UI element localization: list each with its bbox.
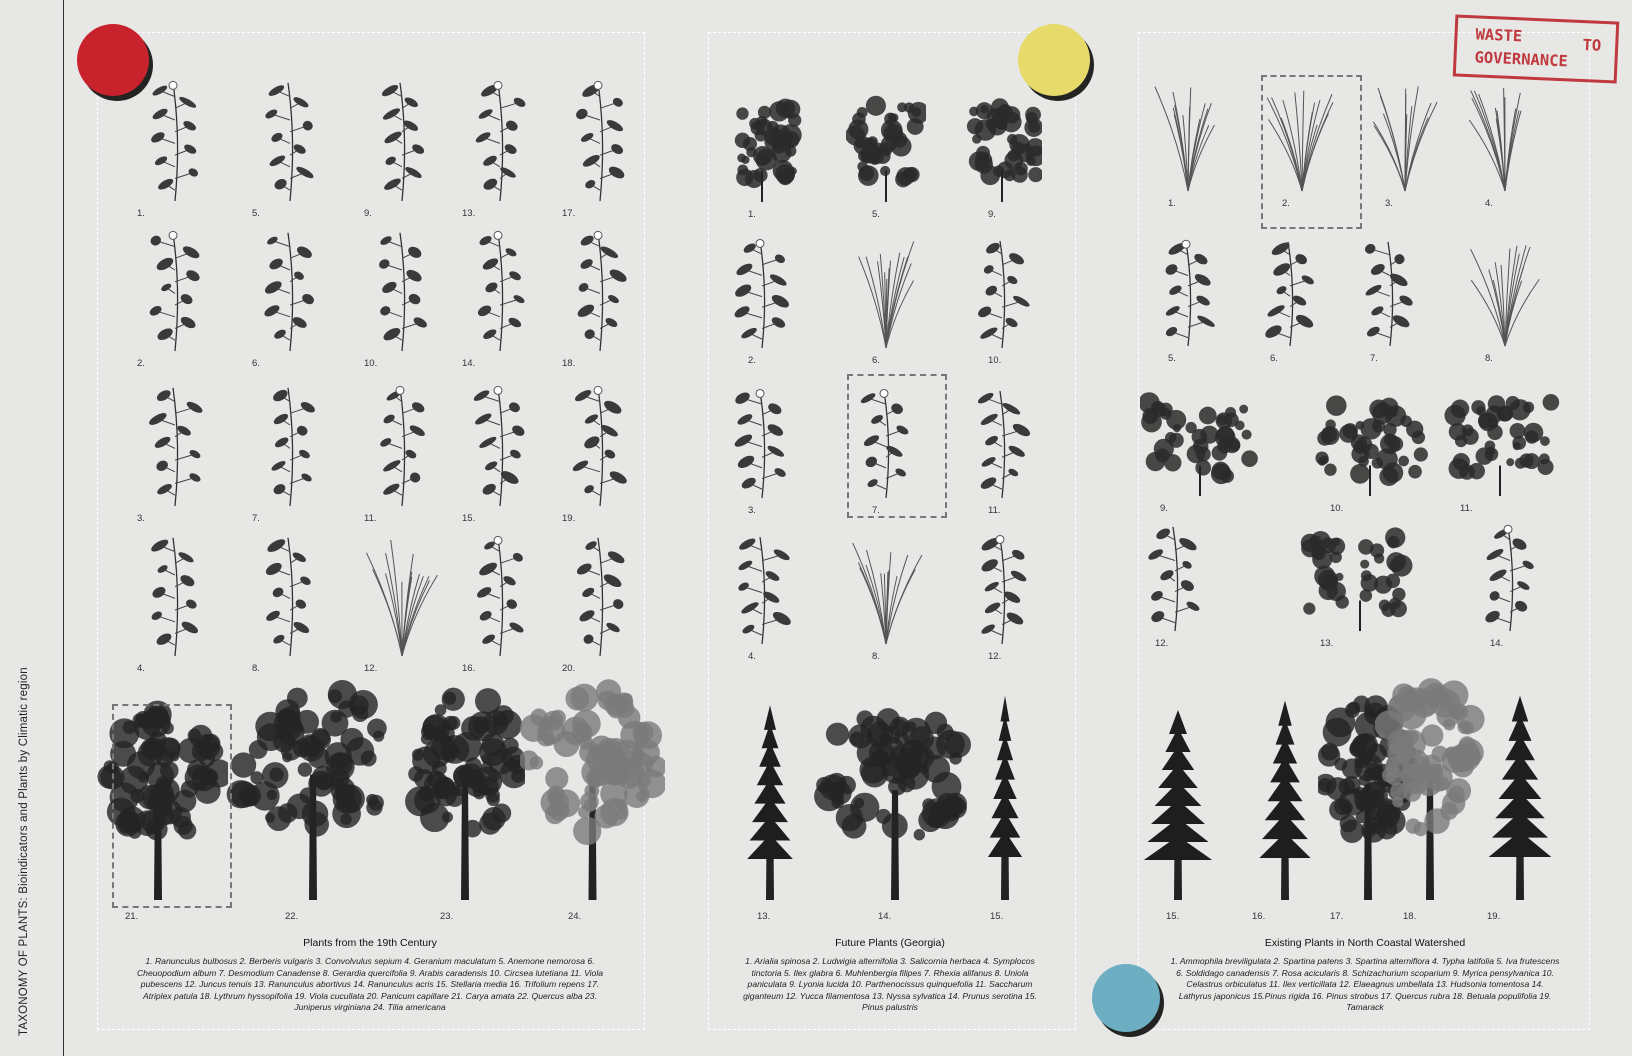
- plant-specimen-number: 13.: [462, 208, 476, 219]
- plant-specimen-illustration: [962, 88, 1042, 206]
- plant-specimen-illustration: [460, 530, 540, 660]
- tree-specimen-illustration: [218, 672, 408, 900]
- plant-specimen: [362, 75, 442, 205]
- plant-specimen: [250, 75, 330, 205]
- vertical-rule: [63, 0, 64, 1056]
- plant-specimen-number: 4.: [137, 663, 145, 674]
- tree-specimen-illustration: [1118, 700, 1238, 900]
- tree-specimen-illustration: [1465, 685, 1575, 900]
- tree-specimen-number: 19.: [1487, 911, 1501, 922]
- tree-specimen: [405, 680, 525, 900]
- plant-specimen-number: 6.: [1270, 353, 1278, 364]
- plant-specimen-number: 3.: [748, 505, 756, 516]
- plant-specimen-illustration: [135, 225, 215, 355]
- tree-specimen-number: 14.: [878, 911, 892, 922]
- plant-specimen-illustration: [1140, 385, 1260, 500]
- plant-specimen-number: 10.: [364, 358, 378, 369]
- plant-specimen-illustration: [362, 225, 442, 355]
- stamp-word-to: TO: [1582, 36, 1602, 55]
- plant-specimen-number: 2.: [748, 355, 756, 366]
- plant-specimen-illustration: [560, 225, 640, 355]
- plant-specimen: [460, 380, 540, 510]
- plant-specimen: [962, 384, 1042, 502]
- stamp-word-waste: WASTE: [1475, 25, 1523, 46]
- plant-specimen-illustration: [1300, 520, 1420, 635]
- plant-specimen-number: 9.: [1160, 503, 1168, 514]
- plant-specimen-number: 9.: [988, 209, 996, 220]
- tree-specimen-illustration: [405, 680, 525, 900]
- tree-specimen-number: 22.: [285, 911, 299, 922]
- selection-box-tree-21: [112, 704, 232, 908]
- plant-specimen-number: 12.: [988, 651, 1002, 662]
- plant-specimen: [1135, 520, 1215, 635]
- plant-specimen: [250, 225, 330, 355]
- plant-specimen-illustration: [460, 225, 540, 355]
- tree-specimen-illustration: [730, 695, 810, 900]
- plant-specimen-number: 6.: [252, 358, 260, 369]
- plant-specimen: [722, 384, 802, 502]
- side-title: TAXONOMY OF PLANTS: Bioindicators and Plants by Climatic region: [18, 667, 30, 1036]
- plant-specimen-number: 5.: [252, 208, 260, 219]
- tree-specimen-number: 16.: [1252, 911, 1266, 922]
- plant-specimen-number: 7.: [252, 513, 260, 524]
- tree-specimen: [218, 672, 408, 900]
- plant-specimen-illustration: [722, 234, 802, 352]
- plant-specimen: [362, 225, 442, 355]
- panel-2-caption: 1. Arialia spinosa 2. Ludwigia alternifolia 3. Salicornia herbaca 4. Symplocos tinctoria 5. Ilex glabra 6. Muhlenbergia filipes 7. Rhexia alifanus 8. Uniola paniculata 9. Lyonia lucida 10. Parthenocissus quinquefolia 11. Saccharum giganteum 12. Yucca filamentosa 13. Nyssa sylvatica 14. Prunus serotina 15. Pinus palustris: [743, 956, 1037, 1012]
- tree-specimen-number: 17.: [1330, 911, 1344, 922]
- plant-specimen-number: 7.: [1370, 353, 1378, 364]
- plant-specimen: [962, 234, 1042, 352]
- plant-specimen: [846, 234, 926, 352]
- plant-specimen-illustration: [1465, 80, 1545, 195]
- plant-specimen: [722, 234, 802, 352]
- plant-specimen-illustration: [962, 384, 1042, 502]
- tree-specimen-number: 15.: [1166, 911, 1180, 922]
- plant-specimen-number: 2.: [137, 358, 145, 369]
- tree-specimen: [730, 695, 810, 900]
- plant-specimen-illustration: [1440, 385, 1560, 500]
- tree-specimen-number: 15.: [990, 911, 1004, 922]
- plant-specimen-illustration: [962, 530, 1042, 648]
- plant-specimen: [846, 88, 926, 206]
- tree-specimen-number: 23.: [440, 911, 454, 922]
- plant-specimen: [250, 380, 330, 510]
- plant-specimen-illustration: [250, 380, 330, 510]
- plant-specimen-illustration: [460, 380, 540, 510]
- plant-specimen-number: 12.: [364, 663, 378, 674]
- plant-specimen-illustration: [135, 530, 215, 660]
- plant-specimen-illustration: [560, 380, 640, 510]
- panel-1-title: Plants from the 19th Century: [303, 937, 437, 949]
- plant-specimen-illustration: [250, 75, 330, 205]
- plant-specimen: [135, 75, 215, 205]
- plant-specimen-illustration: [1250, 235, 1330, 350]
- plant-specimen-number: 4.: [1485, 198, 1493, 209]
- plant-specimen-illustration: [1135, 520, 1215, 635]
- plant-specimen: [1310, 385, 1430, 500]
- yellow-dot: [1018, 24, 1090, 96]
- plant-specimen-number: 20.: [562, 663, 576, 674]
- plant-specimen-number: 11.: [1460, 503, 1473, 514]
- tree-specimen-number: 18.: [1403, 911, 1417, 922]
- plant-specimen: [962, 530, 1042, 648]
- plant-specimen-illustration: [722, 88, 802, 206]
- tree-specimen: [1465, 685, 1575, 900]
- plant-specimen-illustration: [560, 75, 640, 205]
- plant-specimen: [560, 225, 640, 355]
- stamp-word-governance: GOVERNANCE: [1474, 48, 1569, 71]
- plant-specimen: [250, 530, 330, 660]
- plant-specimen-number: 2.: [1282, 198, 1290, 209]
- plant-specimen: [560, 75, 640, 205]
- plant-specimen-number: 13.: [1320, 638, 1334, 649]
- plant-specimen-illustration: [962, 234, 1042, 352]
- plant-specimen-number: 5.: [872, 209, 880, 220]
- plant-specimen-number: 4.: [748, 651, 756, 662]
- panel-2-title: Future Plants (Georgia): [835, 937, 945, 949]
- plant-specimen-illustration: [362, 530, 442, 660]
- plant-specimen: [846, 530, 926, 648]
- tree-specimen: [1240, 690, 1330, 900]
- plant-specimen-number: 19.: [562, 513, 576, 524]
- plant-specimen: [1250, 235, 1330, 350]
- plant-specimen: [1300, 520, 1420, 635]
- plant-specimen-number: 1.: [748, 209, 756, 220]
- plant-specimen-number: 12.: [1155, 638, 1169, 649]
- plant-specimen: [1350, 235, 1430, 350]
- plant-specimen: [1140, 385, 1260, 500]
- selection-box-plant-7: [847, 374, 947, 518]
- plant-specimen-number: 7.: [872, 505, 880, 516]
- plant-specimen: [362, 530, 442, 660]
- plant-specimen: [1440, 385, 1560, 500]
- plant-specimen-illustration: [1148, 80, 1228, 195]
- plant-specimen-number: 11.: [988, 505, 1001, 516]
- plant-specimen-illustration: [135, 75, 215, 205]
- plant-specimen: [460, 225, 540, 355]
- plant-specimen-number: 8.: [1485, 353, 1493, 364]
- plant-specimen: [722, 530, 802, 648]
- plant-specimen: [560, 380, 640, 510]
- blue-dot: [1092, 964, 1160, 1032]
- plant-specimen-illustration: [1365, 80, 1445, 195]
- plant-specimen-number: 18.: [562, 358, 576, 369]
- plant-specimen: [460, 530, 540, 660]
- plant-specimen-illustration: [362, 75, 442, 205]
- plant-specimen-number: 1.: [1168, 198, 1176, 209]
- plant-specimen-number: 6.: [872, 355, 880, 366]
- plant-specimen: [460, 75, 540, 205]
- plant-specimen: [1465, 235, 1545, 350]
- panel-3-caption: 1. Ammophila breviligulata 2. Spartina patens 3. Spartina alterniflora 4. Typha latifolia 5. Iva frutescens 6. Soldidago canadensis 7. Rosa acicularis 8. Schizachurium scoparium 9. Myrica pensylvanica 10. Celastrus orbiculatus 11. Ilex verticillata 12. Elaeagnus umbellata 13. Hudsonia tomentosa 14. Lathyrus japonicus 15.Pinus rigida 16. Pinus strobus 17. Quercus rubra 18. Betuala populifolia 19. Tamarack: [1170, 956, 1560, 1012]
- plant-specimen-number: 10.: [988, 355, 1002, 366]
- plant-specimen-illustration: [250, 225, 330, 355]
- selection-box-plant-2: [1261, 75, 1362, 229]
- tree-specimen: [810, 700, 980, 900]
- plant-specimen-number: 8.: [252, 663, 260, 674]
- plant-specimen-number: 14.: [1490, 638, 1504, 649]
- plant-specimen-number: 8.: [872, 651, 880, 662]
- plant-specimen-number: 5.: [1168, 353, 1176, 364]
- tree-specimen-number: 21.: [125, 911, 139, 922]
- plant-specimen: [722, 88, 802, 206]
- plant-specimen: [1470, 520, 1550, 635]
- plant-specimen-number: 3.: [1385, 198, 1393, 209]
- plant-specimen: [362, 380, 442, 510]
- plant-specimen: [135, 380, 215, 510]
- plant-specimen: [560, 530, 640, 660]
- plant-specimen-illustration: [460, 75, 540, 205]
- plant-specimen-number: 10.: [1330, 503, 1344, 514]
- plant-specimen: [1465, 80, 1545, 195]
- plant-specimen-number: 14.: [462, 358, 476, 369]
- tree-specimen: [1118, 700, 1238, 900]
- plant-specimen-illustration: [722, 384, 802, 502]
- tree-specimen-number: 13.: [757, 911, 771, 922]
- plant-specimen-number: 9.: [364, 208, 372, 219]
- plant-specimen-illustration: [1465, 235, 1545, 350]
- tree-specimen-illustration: [1240, 690, 1330, 900]
- plant-specimen-illustration: [1148, 235, 1228, 350]
- tree-specimen-illustration: [810, 700, 980, 900]
- panel-3-title: Existing Plants in North Coastal Watershed: [1264, 937, 1466, 949]
- plant-specimen: [1148, 80, 1228, 195]
- plant-specimen-number: 17.: [562, 208, 576, 219]
- plant-specimen-illustration: [846, 530, 926, 648]
- plant-specimen: [1365, 80, 1445, 195]
- tree-specimen: [520, 672, 665, 900]
- plant-specimen-number: 16.: [462, 663, 476, 674]
- plant-specimen: [135, 225, 215, 355]
- panel-1-caption: 1. Ranunculus bulbosus 2. Berberis vulgaris 3. Convolvulus sepium 4. Geranium maculatum 5. Anemone nemorosa 6. Cheuopodium album 7. Desmodium Canadense 8. Gerardia quercifolia 9. Arabis caradensis 10. Circsea lutetiana 11. Viola pubescens 12. Juncus tenuis 13. Ranunculus abortivus 14. Ranunculus acris 15. Stellaria media 16. Trifolium repens 17. Atriplex patula 18. Lythrum hyssopifolia 19. Viola cucullata 20. Panicum capillare 21. Carya amata 22. Quercus alba 23. Juniperus virginiana 24. Tilia americana: [136, 956, 604, 1012]
- plant-specimen-illustration: [722, 530, 802, 648]
- plant-specimen-illustration: [362, 380, 442, 510]
- plant-specimen-illustration: [1350, 235, 1430, 350]
- plant-specimen-illustration: [560, 530, 640, 660]
- waste-to-governance-stamp: [1453, 14, 1620, 83]
- plant-specimen-illustration: [1310, 385, 1430, 500]
- tree-specimen-illustration: [975, 685, 1035, 900]
- plant-specimen-illustration: [250, 530, 330, 660]
- tree-specimen-number: 24.: [568, 911, 582, 922]
- plant-specimen-illustration: [846, 88, 926, 206]
- plant-specimen: [962, 88, 1042, 206]
- plant-specimen-number: 1.: [137, 208, 145, 219]
- plant-specimen-number: 3.: [137, 513, 145, 524]
- tree-specimen: [975, 685, 1035, 900]
- tree-specimen-illustration: [520, 672, 665, 900]
- plant-specimen-number: 15.: [462, 513, 476, 524]
- plant-specimen-illustration: [135, 380, 215, 510]
- plant-specimen: [1148, 235, 1228, 350]
- plant-specimen-illustration: [846, 234, 926, 352]
- plant-specimen-illustration: [1470, 520, 1550, 635]
- plant-specimen-number: 11.: [364, 513, 377, 524]
- plant-specimen: [135, 530, 215, 660]
